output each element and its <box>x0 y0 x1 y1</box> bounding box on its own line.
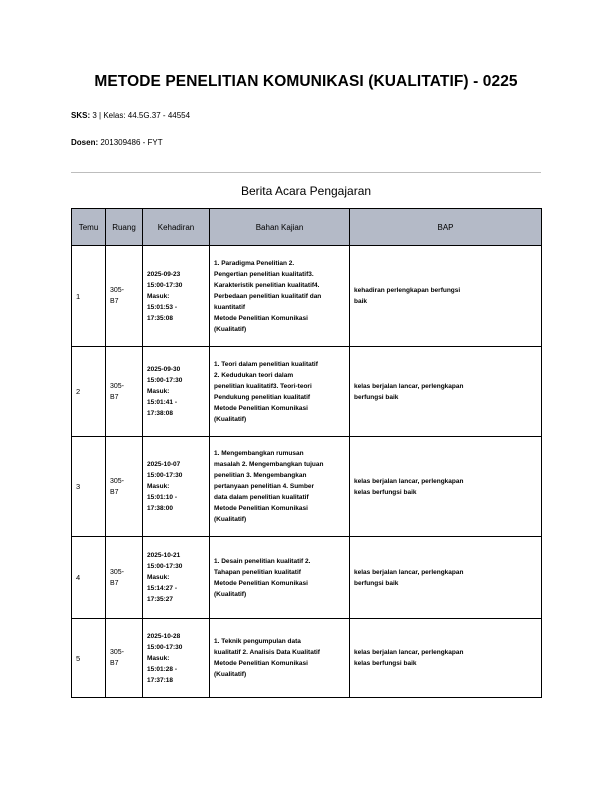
bahan-kajian-line: (Kualitatif) <box>214 415 247 423</box>
ruang-cell <box>106 246 143 347</box>
bahan-kajian-line: Metode Penelitian Komunikasi <box>214 404 308 412</box>
bahan-kajian-line: penelitian 3. Mengembangkan <box>214 472 307 479</box>
kehadiran-cell <box>143 246 210 347</box>
temu-cell: 3 <box>72 437 106 537</box>
ruang-cell <box>106 437 143 537</box>
bahan-kajian-line: Perbedaan penelitian kualitatif dan <box>214 292 322 300</box>
bahan-kajian-line: Metode Penelitian Komunikasi <box>214 505 308 512</box>
bahan-kajian-line: masalah 2. Mengembangkan tujuan <box>214 461 324 468</box>
bap-line: berfungsi baik <box>354 579 399 587</box>
table-row <box>72 246 542 347</box>
bahan-kajian-cell <box>210 347 350 437</box>
ruang-cell <box>106 619 143 698</box>
kehadiran-line: 15:00-17:30 <box>147 281 183 289</box>
kehadiran-line: 15:01:41 - <box>147 399 177 406</box>
lecturer-info <box>71 138 163 147</box>
column-header-temu: Temu <box>72 209 106 246</box>
lecturer-value: 201309486 - FYT <box>100 138 163 147</box>
kehadiran-line: 17:35:27 <box>147 596 174 603</box>
bahan-kajian-line: 1. Desain penelitian kualitatif 2. <box>214 557 311 565</box>
bahan-kajian-line: 1. Teknik pengumpulan data <box>214 638 301 645</box>
kehadiran-line: 2025-10-07 <box>147 461 181 468</box>
kehadiran-cell <box>143 347 210 437</box>
section-title: Berita Acara Pengajaran <box>240 184 372 198</box>
kehadiran-line: 15:00-17:30 <box>147 472 183 479</box>
bahan-kajian-line: 1. Mengembangkan rumusan <box>214 450 304 457</box>
bahan-kajian-line: penelitian kualitatif3. Teori-teori <box>214 382 312 390</box>
bap-cell <box>350 246 542 347</box>
table-row <box>72 347 542 437</box>
bap-cell <box>350 437 542 537</box>
kehadiran-cell <box>143 437 210 537</box>
lecturer-label: Dosen: <box>71 138 99 147</box>
kehadiran-line: 2025-09-30 <box>147 366 181 373</box>
bahan-kajian-line: 1. Teori dalam penelitian kualitatif <box>214 360 318 368</box>
bap-cell <box>350 537 542 619</box>
bahan-kajian-line: Metode Penelitian Komunikasi <box>214 660 308 667</box>
sks-label: SKS: <box>71 111 91 120</box>
kehadiran-line: 17:37:18 <box>147 676 174 684</box>
kehadiran-cell <box>143 537 210 619</box>
temu-cell: 2 <box>72 347 106 437</box>
bahan-kajian-line: (Kualitatif) <box>214 325 247 333</box>
bahan-kajian-line: Metode Penelitian Komunikasi <box>214 579 308 587</box>
sks-class-info <box>71 111 190 120</box>
bahan-kajian-line: Pengertian penelitian kualitatif3. <box>214 270 314 278</box>
kehadiran-line: 15:00-17:30 <box>147 377 183 384</box>
kehadiran-line: 17:35:08 <box>147 314 174 322</box>
ruang-line: 305- <box>110 382 125 390</box>
table-row <box>72 437 542 537</box>
bahan-kajian-line: Karakteristik penelitian kualitatif4. <box>214 281 320 289</box>
kehadiran-line: 17:38:00 <box>147 505 174 512</box>
sks-class-value: 3 | Kelas: 44.5G.37 - 44554 <box>92 111 191 120</box>
bap-line: kelas berjalan lancar, perlengkapan <box>354 568 464 576</box>
column-header-ruang: Ruang <box>106 209 143 246</box>
bap-line: kelas berfungsi baik <box>354 488 417 496</box>
bahan-kajian-line: 1. Paradigma Penelitian 2. <box>214 259 295 267</box>
kehadiran-line: 15:01:28 - <box>147 665 177 673</box>
bap-line: kelas berjalan lancar, perlengkapan <box>354 382 464 390</box>
bahan-kajian-line: Pendukung penelitian kualitatif <box>214 393 311 401</box>
bap-line: kelas berjalan lancar, perlengkapan <box>354 477 464 485</box>
teaching-record-table <box>71 208 542 698</box>
kehadiran-line: Masuk: <box>147 483 170 490</box>
ruang-line: 305- <box>110 287 125 294</box>
bap-line: kelas berfungsi baik <box>354 660 417 667</box>
bahan-kajian-cell <box>210 619 350 698</box>
column-header-bap: BAP <box>350 209 542 246</box>
bap-line: kehadiran perlengkapan berfungsi <box>354 287 461 294</box>
temu-cell: 4 <box>72 537 106 619</box>
kehadiran-line: Masuk: <box>147 654 170 662</box>
ruang-cell <box>106 347 143 437</box>
bahan-kajian-line: 2. Kedudukan teori dalam <box>214 371 294 379</box>
table-header-row <box>72 209 542 246</box>
bahan-kajian-line: Tahapan penelitian kualitatif <box>214 568 301 576</box>
bahan-kajian-line: kuantitatif <box>214 303 246 311</box>
ruang-line: 305- <box>110 568 125 576</box>
bap-line: kelas berjalan lancar, perlengkapan <box>354 649 464 656</box>
bahan-kajian-line: kualitatif 2. Analisis Data Kualitatif <box>214 649 320 656</box>
kehadiran-line: 2025-10-21 <box>147 552 181 559</box>
kehadiran-line: 15:01:10 - <box>147 494 177 501</box>
kehadiran-line: 17:38:08 <box>147 410 174 417</box>
kehadiran-line: Masuk: <box>147 292 170 300</box>
column-header-bahan-kajian: Bahan Kajian <box>210 209 350 246</box>
bahan-kajian-line: (Kualitatif) <box>214 516 247 523</box>
divider <box>71 172 541 173</box>
ruang-line: B7 <box>110 660 119 667</box>
bahan-kajian-line: (Kualitatif) <box>214 671 247 678</box>
bahan-kajian-cell <box>210 437 350 537</box>
kehadiran-line: 2025-09-23 <box>147 270 181 278</box>
bahan-kajian-cell <box>210 537 350 619</box>
ruang-line: 305- <box>110 649 125 656</box>
kehadiran-line: 15:00-17:30 <box>147 563 183 570</box>
kehadiran-line: 15:01:53 - <box>147 303 177 311</box>
bahan-kajian-line: Metode Penelitian Komunikasi <box>214 314 308 322</box>
bahan-kajian-cell <box>210 246 350 347</box>
bap-cell <box>350 619 542 698</box>
kehadiran-line: 2025-10-28 <box>147 632 181 640</box>
ruang-line: B7 <box>110 298 119 305</box>
bap-line: baik <box>354 298 368 305</box>
bahan-kajian-line: data dalam penelitian kualitatif <box>214 494 309 501</box>
kehadiran-line: 15:00-17:30 <box>147 643 183 651</box>
kehadiran-cell <box>143 619 210 698</box>
temu-cell: 1 <box>72 246 106 347</box>
bahan-kajian-line: pertanyaan penelitian 4. Sumber <box>214 483 315 490</box>
table-row <box>72 619 542 698</box>
course-title: METODE PENELITIAN KOMUNIKASI (KUALITATIF) - 0225 <box>94 73 518 90</box>
ruang-cell <box>106 537 143 619</box>
table-row <box>72 537 542 619</box>
ruang-line: B7 <box>110 488 119 496</box>
ruang-line: 305- <box>110 477 125 485</box>
column-header-kehadiran: Kehadiran <box>143 209 210 246</box>
kehadiran-line: Masuk: <box>147 574 170 581</box>
kehadiran-line: 15:14:27 - <box>147 585 177 592</box>
ruang-line: B7 <box>110 579 119 587</box>
kehadiran-line: Masuk: <box>147 388 170 395</box>
bap-line: berfungsi baik <box>354 393 399 401</box>
bap-cell <box>350 347 542 437</box>
temu-cell: 5 <box>72 619 106 698</box>
bahan-kajian-line: (Kualitatif) <box>214 590 247 598</box>
ruang-line: B7 <box>110 393 119 401</box>
